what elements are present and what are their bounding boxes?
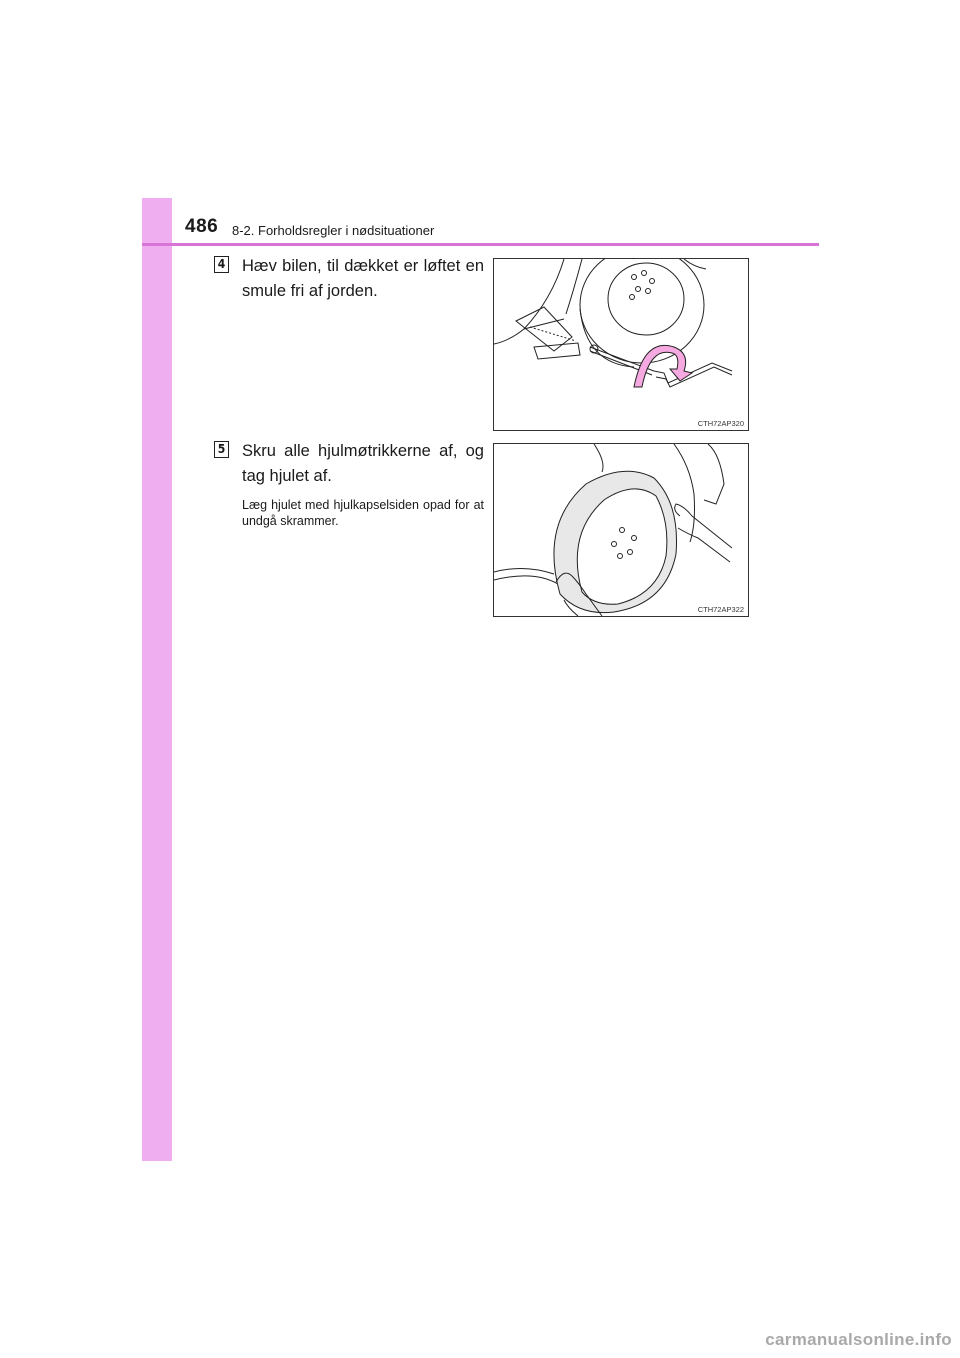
- step-text: Skru alle hjulmøtrikkerne af, og tag hjulet af.: [242, 442, 484, 485]
- page-number: 486: [185, 216, 219, 237]
- section-title: 8-2. Forholdsregler i nødsituationer: [232, 223, 435, 238]
- step-4: [214, 254, 484, 304]
- illustration-jack-lifting-car: [493, 258, 749, 431]
- watermark: carmanualsonline.info: [765, 1330, 952, 1349]
- step-note: Læg hjulet med hjulkapselsiden opad for at undgå skrammer.: [242, 498, 484, 528]
- illustration-caption: CTH72AP322: [697, 605, 744, 614]
- header-rule: [142, 243, 819, 246]
- jack-illustration-svg: [494, 259, 748, 430]
- step-number-badge: 4: [214, 256, 229, 273]
- illustration-caption: CTH72AP320: [697, 419, 744, 428]
- illustration-removing-wheel: [493, 443, 749, 617]
- step-text: Hæv bilen, til dækket er løftet en smule fri af jorden.: [242, 257, 484, 300]
- wheel-illustration-svg: [494, 444, 748, 616]
- step-number-badge: 5: [214, 441, 229, 458]
- chapter-side-bar: [142, 198, 172, 1161]
- step-5: [214, 439, 484, 529]
